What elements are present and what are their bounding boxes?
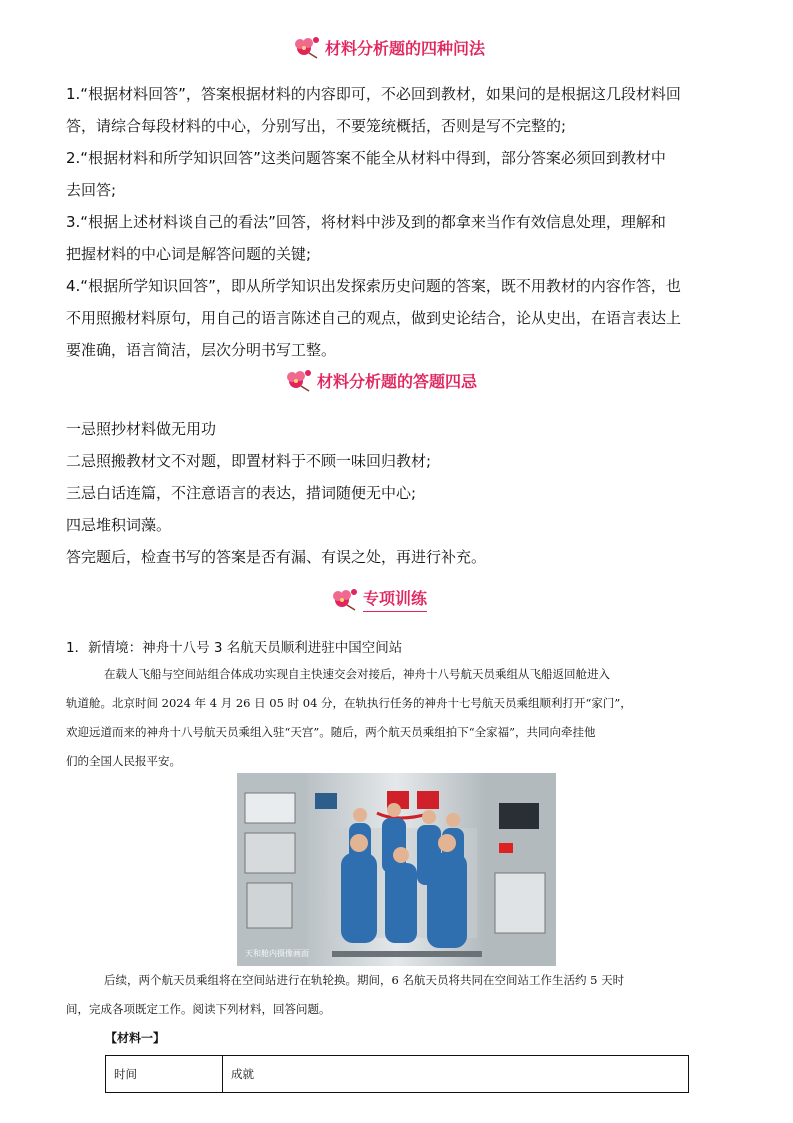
question-after [66, 966, 736, 1024]
text-line: 们的全国人民报平安。 [66, 754, 181, 768]
text-line: 在载人飞船与空间站组合体成功实现自主快速交会对接后，神舟十八号航天员乘组从飞船返回舱进入 [104, 667, 610, 681]
table-header-cell: 成就 [223, 1056, 689, 1093]
text-line: 欢迎远道而来的神舟十八号航天员乘组入驻“天宫”。随后，两个航天员乘组拍下“全家福”，共同向牵挂他 [66, 725, 596, 739]
material-table [105, 1055, 689, 1093]
text-line: 三忌白话连篇，不注意语言的表达，措词随便无中心; [66, 484, 417, 502]
space-station-crew-illustration [237, 773, 556, 966]
text-line: 2.“根据材料和所学知识回答”这类问题答案不能全从材料中得到，部分答案必须回到教材中 [66, 149, 666, 167]
plum-blossom-icon [285, 367, 313, 393]
text-line: 3.“根据上述材料谈自己的看法”回答，将材料中涉及到的都拿来当作有效信息处理，理解和 [66, 213, 666, 231]
text-line: 答完题后，检查书写的答案是否有漏、有误之处，再进行补充。 [66, 548, 487, 566]
section-title: 专项训练 [363, 586, 427, 612]
question-title: 1．新情境：神舟十八号 3 名航天员顺利进驻中国空间站 [66, 640, 403, 656]
text-line: 一忌照抄材料做无用功 [66, 420, 217, 438]
astronaut-photo [237, 773, 556, 966]
section-title: 材料分析题的答题四忌 [317, 371, 478, 391]
text-line: 轨道舱。北京时间 2024 年 4 月 26 日 05 时 04 分，在轨执行任务的神舟十七号航天员乘组顺利打开“家门”， [66, 696, 632, 710]
text-line: 去回答; [66, 181, 117, 199]
text-line: 4.“根据所学知识回答”，即从所学知识出发探索历史问题的答案，既不用教材的内容作答，也 [66, 277, 681, 295]
section-heading-four-taboos [285, 367, 477, 393]
material-label: 【材料一】 [105, 1031, 166, 1045]
text-line: 答，请综合每段材料的中心，分别写出，不要笼统概括，否则是写不完整的; [66, 117, 567, 135]
plum-blossom-icon [293, 34, 321, 60]
text-line: 1.“根据材料回答”，答案根据材料的内容即可，不必回到教材，如果问的是根据这几段材料回 [66, 85, 681, 103]
photo-caption: 天和舱内摄像画面 [245, 949, 309, 958]
plum-blossom-icon [331, 586, 359, 612]
section-heading-practice [331, 586, 427, 612]
text-line: 二忌照搬教材文不对题，即置材料于不顾一味回归教材; [66, 452, 432, 470]
question-intro [66, 660, 736, 776]
table-header-cell: 时间 [106, 1056, 223, 1093]
section-title: 材料分析题的四种问法 [325, 38, 486, 58]
text-line: 后续，两个航天员乘组将在空间站进行在轨轮换。期间，6 名航天员将共同在空间站工作生活约 5 天时 [104, 973, 625, 987]
section-heading-question-types [293, 34, 485, 60]
text-line: 把握材料的中心词是解答问题的关键; [66, 245, 312, 263]
section-body-four-taboos [66, 413, 731, 573]
text-line: 四忌堆积词藻。 [66, 516, 172, 534]
table-row [106, 1056, 689, 1093]
text-line: 间，完成各项既定工作。阅读下列材料，回答问题。 [66, 1002, 331, 1016]
section-body-question-types [66, 78, 731, 366]
text-line: 要准确，语言简洁，层次分明书写工整。 [66, 341, 337, 359]
text-line: 不用照搬材料原句，用自己的语言陈述自己的观点，做到史论结合，论从史出，在语言表达上 [66, 309, 682, 327]
